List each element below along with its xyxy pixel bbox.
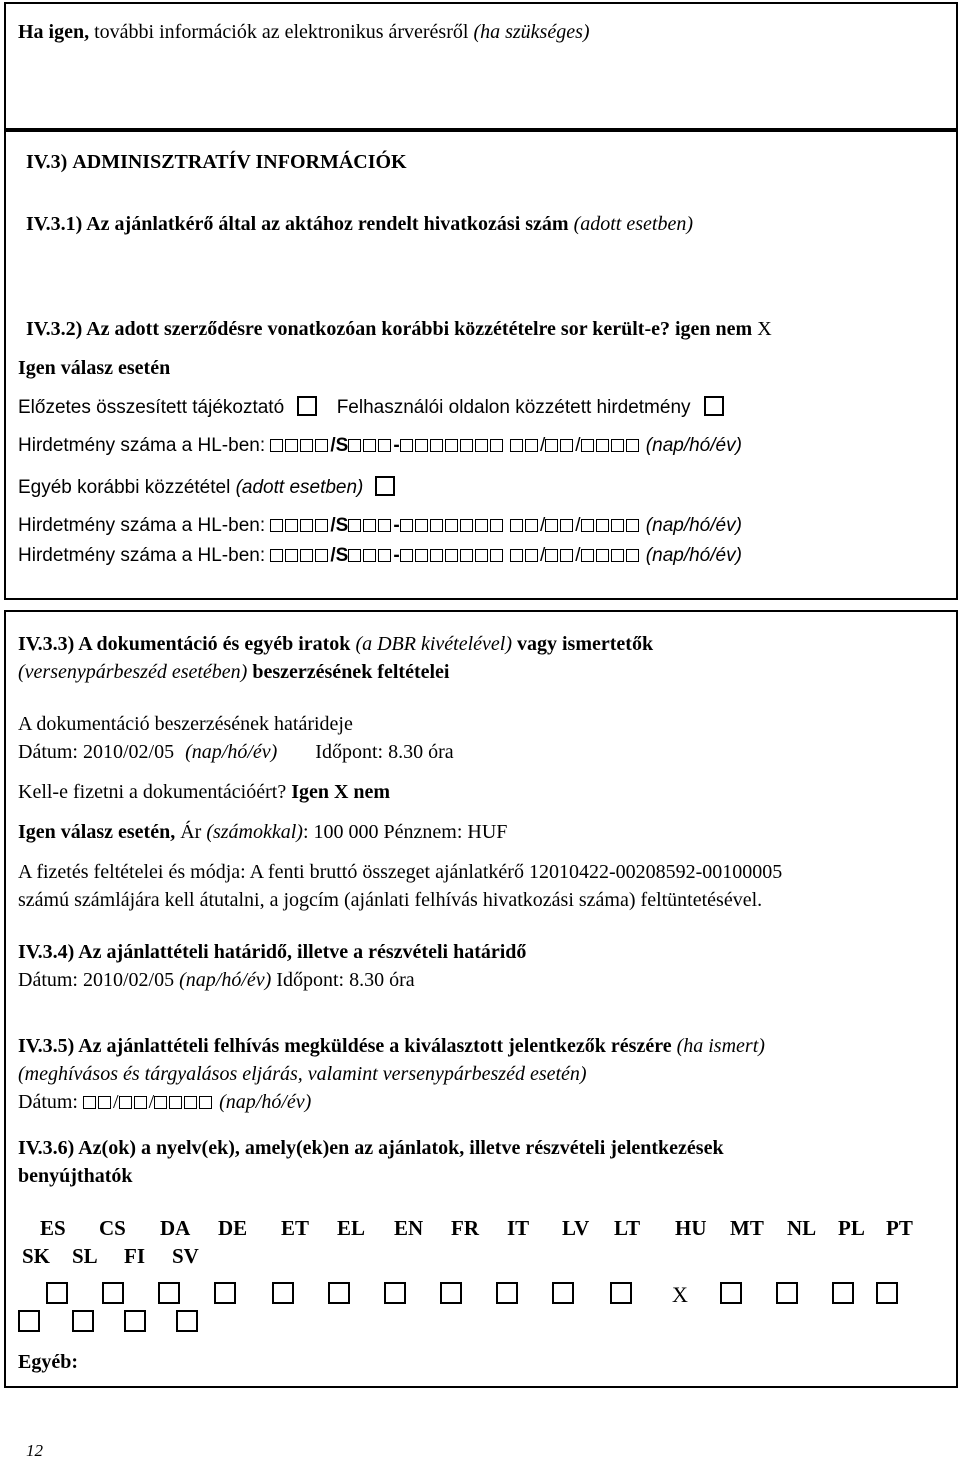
digit-box[interactable] [285,519,298,532]
digit-box[interactable] [596,549,609,562]
section-iv32-heading: IV.3.2) Az adott szerződésre vonatkozóan korábbi közzétételre sor került-e? igen nem X [26,318,772,340]
docs-deadline-date: Dátum: 2010/02/05 (nap/hó/év) Időpont: 8.30 óra [18,741,454,763]
language-checkbox[interactable] [328,1282,350,1304]
digit-box[interactable] [300,549,313,562]
language-checkbox[interactable] [124,1310,146,1332]
section-iv35-heading: IV.3.5) Az ajánlattételi felhívás megküldése a kiválasztott jelentkezők részére (ha ismert) [18,1035,765,1057]
digit-box[interactable] [560,519,573,532]
hu-selected-mark[interactable]: X [672,1282,688,1307]
language-checkbox[interactable] [610,1282,632,1304]
page-number: 12 [26,1441,43,1460]
language-code: FI [124,1244,145,1268]
digit-box[interactable] [596,519,609,532]
language-checkbox[interactable] [440,1282,462,1304]
section-iv33-heading-line2: (versenypárbeszéd esetében) beszerzésének feltételei [18,661,450,683]
digit-box[interactable] [475,549,488,562]
digit-box[interactable] [363,519,376,532]
other-publication-row: Egyéb korábbi közzététel (adott esetben) [18,476,395,497]
section-iv33-box [4,610,958,1388]
digit-box[interactable] [510,549,523,562]
digit-box[interactable] [119,1096,132,1109]
notice-number-row-1: Hirdetmény száma a HL-ben: /S - / / (nap/hó/év) [18,435,742,456]
section-iv36-heading: IV.3.6) Az(ok) a nyelv(ek), amely(ek)en az ajánlatok, illetve részvételi jelentkezések [18,1137,724,1159]
digit-box[interactable] [460,549,473,562]
section-iv31-heading: IV.3.1) Az ajánlatkérő által az aktához rendelt hivatkozási szám (adott esetben) [26,213,693,235]
language-code: EL [337,1216,366,1240]
digit-box[interactable] [560,549,573,562]
language-code: HU [675,1216,707,1240]
digit-box[interactable] [430,549,443,562]
digit-box[interactable] [490,519,503,532]
language-checkbox[interactable] [18,1310,40,1332]
digit-box[interactable] [581,519,594,532]
digit-box[interactable] [363,549,376,562]
language-checkbox[interactable] [102,1282,124,1304]
digit-box[interactable] [581,439,594,452]
notice-number-row-2: Hirdetmény száma a HL-ben: /S - / / (nap/hó/év) [18,515,742,536]
notice-number-row-3: Hirdetmény száma a HL-ben: /S - / / (nap/hó/év) [18,545,742,566]
digit-box[interactable] [400,519,413,532]
digit-box[interactable] [184,1096,197,1109]
language-code: LT [614,1216,641,1240]
digit-box[interactable] [285,549,298,562]
docs-deadline-label: A dokumentáció beszerzésének határideje [18,713,353,735]
digit-box[interactable] [378,549,391,562]
prior-publication-options: Előzetes összesített tájékoztató Felhasználói oldalon közzétett hirdetmény [18,396,724,417]
price-line: Igen válasz esetén, Ár (számokkal): 100 000 Pénznem: HUF [18,821,508,843]
section-iv35-line2: (meghívásos és tárgyalásos eljárás, valamint versenypárbeszéd esetén) [18,1063,587,1085]
prior-info-checkbox[interactable] [297,396,317,416]
digit-box[interactable] [596,439,609,452]
digit-box[interactable] [460,519,473,532]
digit-box[interactable] [430,439,443,452]
language-checkbox[interactable] [46,1282,68,1304]
digit-box[interactable] [378,439,391,452]
digit-box[interactable] [199,1096,212,1109]
digit-box[interactable] [611,519,624,532]
digit-box[interactable] [445,439,458,452]
other-publication-checkbox[interactable] [375,476,395,496]
digit-box[interactable] [525,439,538,452]
language-code: ES [40,1216,66,1240]
language-checkbox[interactable] [272,1282,294,1304]
digit-box[interactable] [581,549,594,562]
language-checkbox[interactable] [876,1282,898,1304]
language-code: DA [160,1216,191,1240]
electronic-auction-label: Ha igen, további információk az elektronikus árverésről (ha szükséges) [18,21,590,43]
language-code: DE [218,1216,248,1240]
language-code: EN [394,1216,424,1240]
payment-terms-line1: A fizetés feltételei és módja: A fenti bruttó összeget ajánlatkérő 12010422-00208592-00100005 [18,861,783,883]
digit-box[interactable] [300,439,313,452]
language-code: SL [72,1244,98,1268]
digit-box[interactable] [378,519,391,532]
digit-box[interactable] [510,519,523,532]
digit-box[interactable] [460,439,473,452]
digit-box[interactable] [169,1096,182,1109]
digit-box[interactable] [270,549,283,562]
digit-box[interactable] [154,1096,167,1109]
digit-box[interactable] [315,519,328,532]
digit-box[interactable] [363,439,376,452]
digit-box[interactable] [348,439,361,452]
digit-box[interactable] [400,439,413,452]
section-iv33-heading: IV.3.3) A dokumentáció és egyéb iratok (a DBR kivételével) vagy ismertetők [18,633,654,655]
digit-box[interactable] [475,439,488,452]
other-language-label: Egyéb: [18,1351,78,1373]
language-code: PL [838,1216,865,1240]
language-checkbox[interactable] [496,1282,518,1304]
language-checkbox[interactable] [552,1282,574,1304]
digit-box[interactable] [445,519,458,532]
language-checkbox[interactable] [832,1282,854,1304]
language-code: NL [787,1216,817,1240]
language-code: CS [99,1216,126,1240]
digit-box[interactable] [270,439,283,452]
language-code: SV [172,1244,199,1268]
language-code: SK [22,1244,51,1268]
digit-box[interactable] [348,519,361,532]
digit-box[interactable] [475,519,488,532]
section-iv34-heading: IV.3.4) Az ajánlattételi határidő, illetve a részvételi határidő [18,941,527,963]
digit-box[interactable] [300,519,313,532]
digit-box[interactable] [510,439,523,452]
digit-box[interactable] [445,549,458,562]
digit-box[interactable] [611,549,624,562]
electronic-auction-box [4,2,958,130]
payment-question: Kell-e fizetni a dokumentációért? Igen X nem [18,781,391,803]
buyer-profile-checkbox[interactable] [704,396,724,416]
language-checkbox[interactable] [176,1310,198,1332]
digit-box[interactable] [270,519,283,532]
digit-box[interactable] [415,439,428,452]
language-code: PT [886,1216,913,1240]
section-iv36-heading-line2: benyújthatók [18,1165,133,1187]
digit-box[interactable] [348,549,361,562]
section-iv3-heading: IV.3) ADMINISZTRATÍV INFORMÁCIÓK [26,151,407,173]
digit-box[interactable] [490,439,503,452]
digit-box[interactable] [400,549,413,562]
digit-box[interactable] [415,549,428,562]
digit-box[interactable] [545,519,558,532]
language-checkbox[interactable] [214,1282,236,1304]
digit-box[interactable] [490,549,503,562]
digit-box[interactable] [545,549,558,562]
language-code: LV [562,1216,590,1240]
digit-box[interactable] [430,519,443,532]
language-checkbox[interactable] [158,1282,180,1304]
language-checkbox[interactable] [384,1282,406,1304]
invitation-date: Dátum: / / (nap/hó/év) [18,1091,312,1113]
digit-box[interactable] [134,1096,147,1109]
digit-box[interactable] [98,1096,111,1109]
language-checkbox[interactable] [776,1282,798,1304]
language-checkbox[interactable] [72,1310,94,1332]
tender-deadline-date: Dátum: 2010/02/05 (nap/hó/év) Időpont: 8.30 óra [18,969,415,991]
language-code: MT [730,1216,764,1240]
digit-box[interactable] [285,439,298,452]
digit-box[interactable] [315,549,328,562]
digit-box[interactable] [545,439,558,452]
digit-box[interactable] [415,519,428,532]
igen-header: Igen válasz esetén [18,357,171,379]
language-code: ET [281,1216,310,1240]
digit-box[interactable] [525,519,538,532]
language-code: IT [507,1216,530,1240]
digit-box[interactable] [83,1096,96,1109]
language-checkbox[interactable] [720,1282,742,1304]
digit-box[interactable] [525,549,538,562]
payment-terms-line2: számú számlájára kell átutalni, a jogcím (ajánlati felhívás hivatkozási száma) feltüntetésével. [18,889,763,911]
digit-box[interactable] [626,519,639,532]
digit-box[interactable] [611,439,624,452]
section-iv3-box [4,130,958,600]
language-code: FR [451,1216,479,1240]
digit-box[interactable] [560,439,573,452]
digit-box[interactable] [626,439,639,452]
digit-box[interactable] [315,439,328,452]
digit-box[interactable] [626,549,639,562]
